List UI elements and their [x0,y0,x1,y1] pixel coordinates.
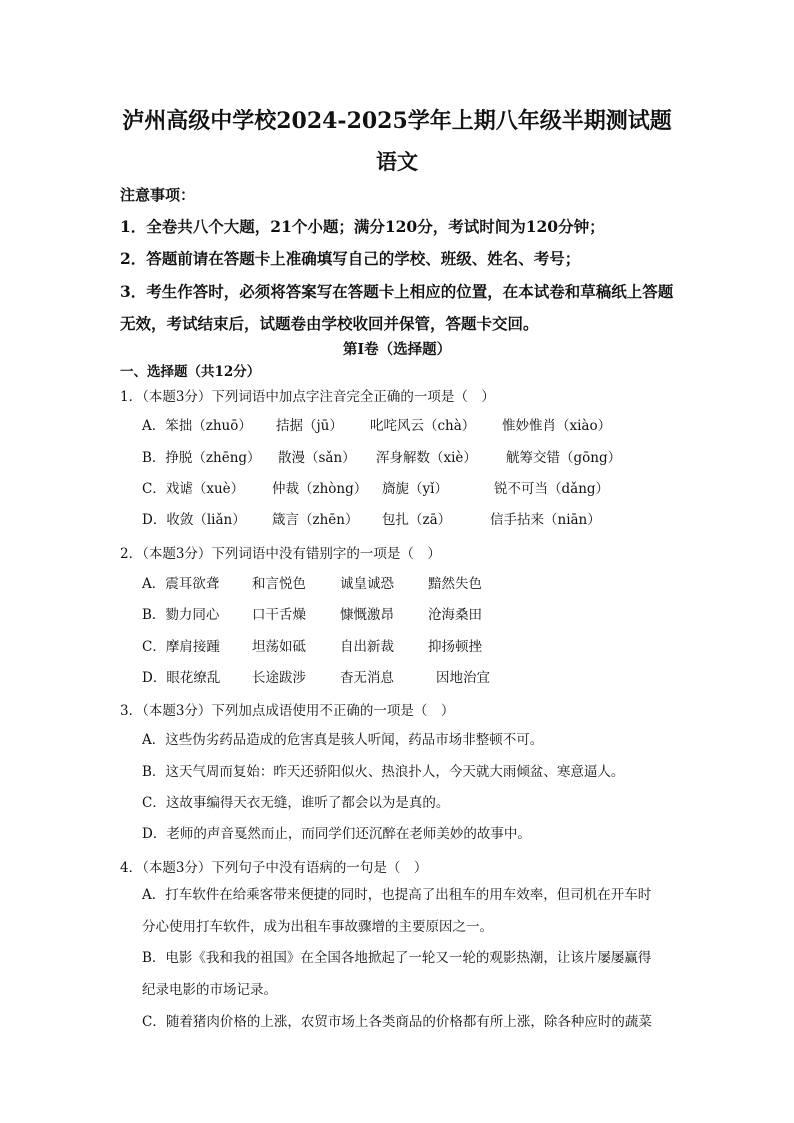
question-1-stem: 1．（本题3分）下列词语中加点字注音完全正确的一项是（ ） [120,389,495,405]
option-term: D．收敛（liǎn） [142,512,246,528]
option-term: 杳无消息 [340,670,394,686]
question-4-option-c [142,1006,686,1038]
option-term: 长途跋涉 [252,670,306,686]
question-3-option-a: A．这些伪劣药品造成的危害真是骇人听闻，药品市场非整顿不可。 [142,732,544,748]
option-term: 信手拈来（niān） [490,512,601,528]
option-term: 沧海桑田 [428,607,482,623]
option-term: C．戏谑（xuè） [142,481,245,497]
option-term: D．眼花缭乱 [142,670,221,686]
option-term: 包扎（zā） [382,512,452,528]
question-4-option-b [142,942,686,1006]
option-term: 觥筹交错（gōng） [506,450,622,466]
option-term: 浑身解数（xiè） [376,450,477,466]
option-term: A．笨拙（zhuō） [142,418,252,434]
notice-heading: 注意事项： [120,186,196,204]
notice-item: 1．全卷共八个大题，21个小题；满分120分，考试时间为120分钟； [120,217,605,236]
option-term: 自出新裁 [340,639,394,655]
option-term: 慷慨激昂 [340,607,394,623]
notice-item: 2．答题前请在答题卡上准确填写自己的学校、班级、姓名、考号； [120,249,581,268]
question-3-stem: 3．（本题3分）下列加点成语使用不正确的一项是（ ） [120,703,455,719]
notice-item: 3．考生作答时，必须将答案写在答题卡上相应的位置，在本试卷和草稿纸上答题无效，考试结束后，试题卷由学校收回并保管，答题卡交回。 [120,282,674,333]
option-term: 惟妙惟肖（xiào） [502,418,612,434]
question-3-option-b: B．这天气周而复始：昨天还骄阳似火、热浪扑人，今天就大雨倾盆、寒意逼人。 [142,764,625,780]
option-term: 因地治宜 [436,670,490,686]
question-3-option-c: C．这故事编得天衣无缝，谁听了都会以为是真的。 [142,795,450,811]
option-line: A．打车软件在给乘客带来便捷的同时，也提高了出租车的用车效率，但司机在开车时 [142,887,652,903]
option-line: 纪录电影的市场记录。 [142,982,277,998]
option-term: 拮据（jū） [276,418,343,434]
option-term: 黯然失色 [428,576,482,592]
option-term: 叱咤风云（chà） [370,418,476,434]
exam-title: 泸州高级中学校2024-2025学年上期八年级半期测试题 [122,108,672,134]
option-term: 仲裁（zhòng） [272,481,368,497]
question-4-option-a [142,879,686,943]
option-term: 旖旎（yǐ） [382,481,448,497]
option-line: C．随着猪肉价格的上涨，农贸市场上各类商品的价格都有所上涨，除各种应时的蔬菜 [142,1014,652,1030]
option-term: A．震耳欲聋 [142,576,220,592]
option-term: 箴言（zhēn） [272,512,359,528]
option-term: 抑扬顿挫 [428,639,482,655]
question-2-stem: 2．（本题3分）下列词语中没有错别字的一项是（ ） [120,546,441,562]
option-term: 口干舌燥 [252,607,306,623]
option-line: 分心使用打车软件，成为出租车事故骤增的主要原因之一。 [142,919,493,935]
question-3-option-d: D．老师的声音戛然而止，而同学们还沉醉在老师美妙的故事中。 [142,826,531,842]
option-term: 诚皇诚恐 [340,576,394,592]
option-line: B．电影《我和我的祖国》在全国各地掀起了一轮又一轮的观影热潮，让该片屡屡赢得 [142,950,652,966]
subject-title: 语文 [376,149,418,174]
section-heading: 一、选择题（共12分） [120,364,261,380]
question-4-stem: 4．（本题3分）下列句子中没有语病的一句是（ ） [120,860,428,876]
option-term: 和言悦色 [252,576,306,592]
option-term: 锐不可当（dǎng） [494,481,610,497]
option-term: 坦荡如砥 [252,639,306,655]
option-term: 散漫（sǎn） [278,450,356,466]
option-term: B．挣脱（zhēng） [142,450,261,466]
volume-heading: 第Ⅰ卷（选择题） [342,341,452,358]
option-term: B．勠力同心 [142,607,220,623]
option-term: C．摩肩接踵 [142,639,220,655]
